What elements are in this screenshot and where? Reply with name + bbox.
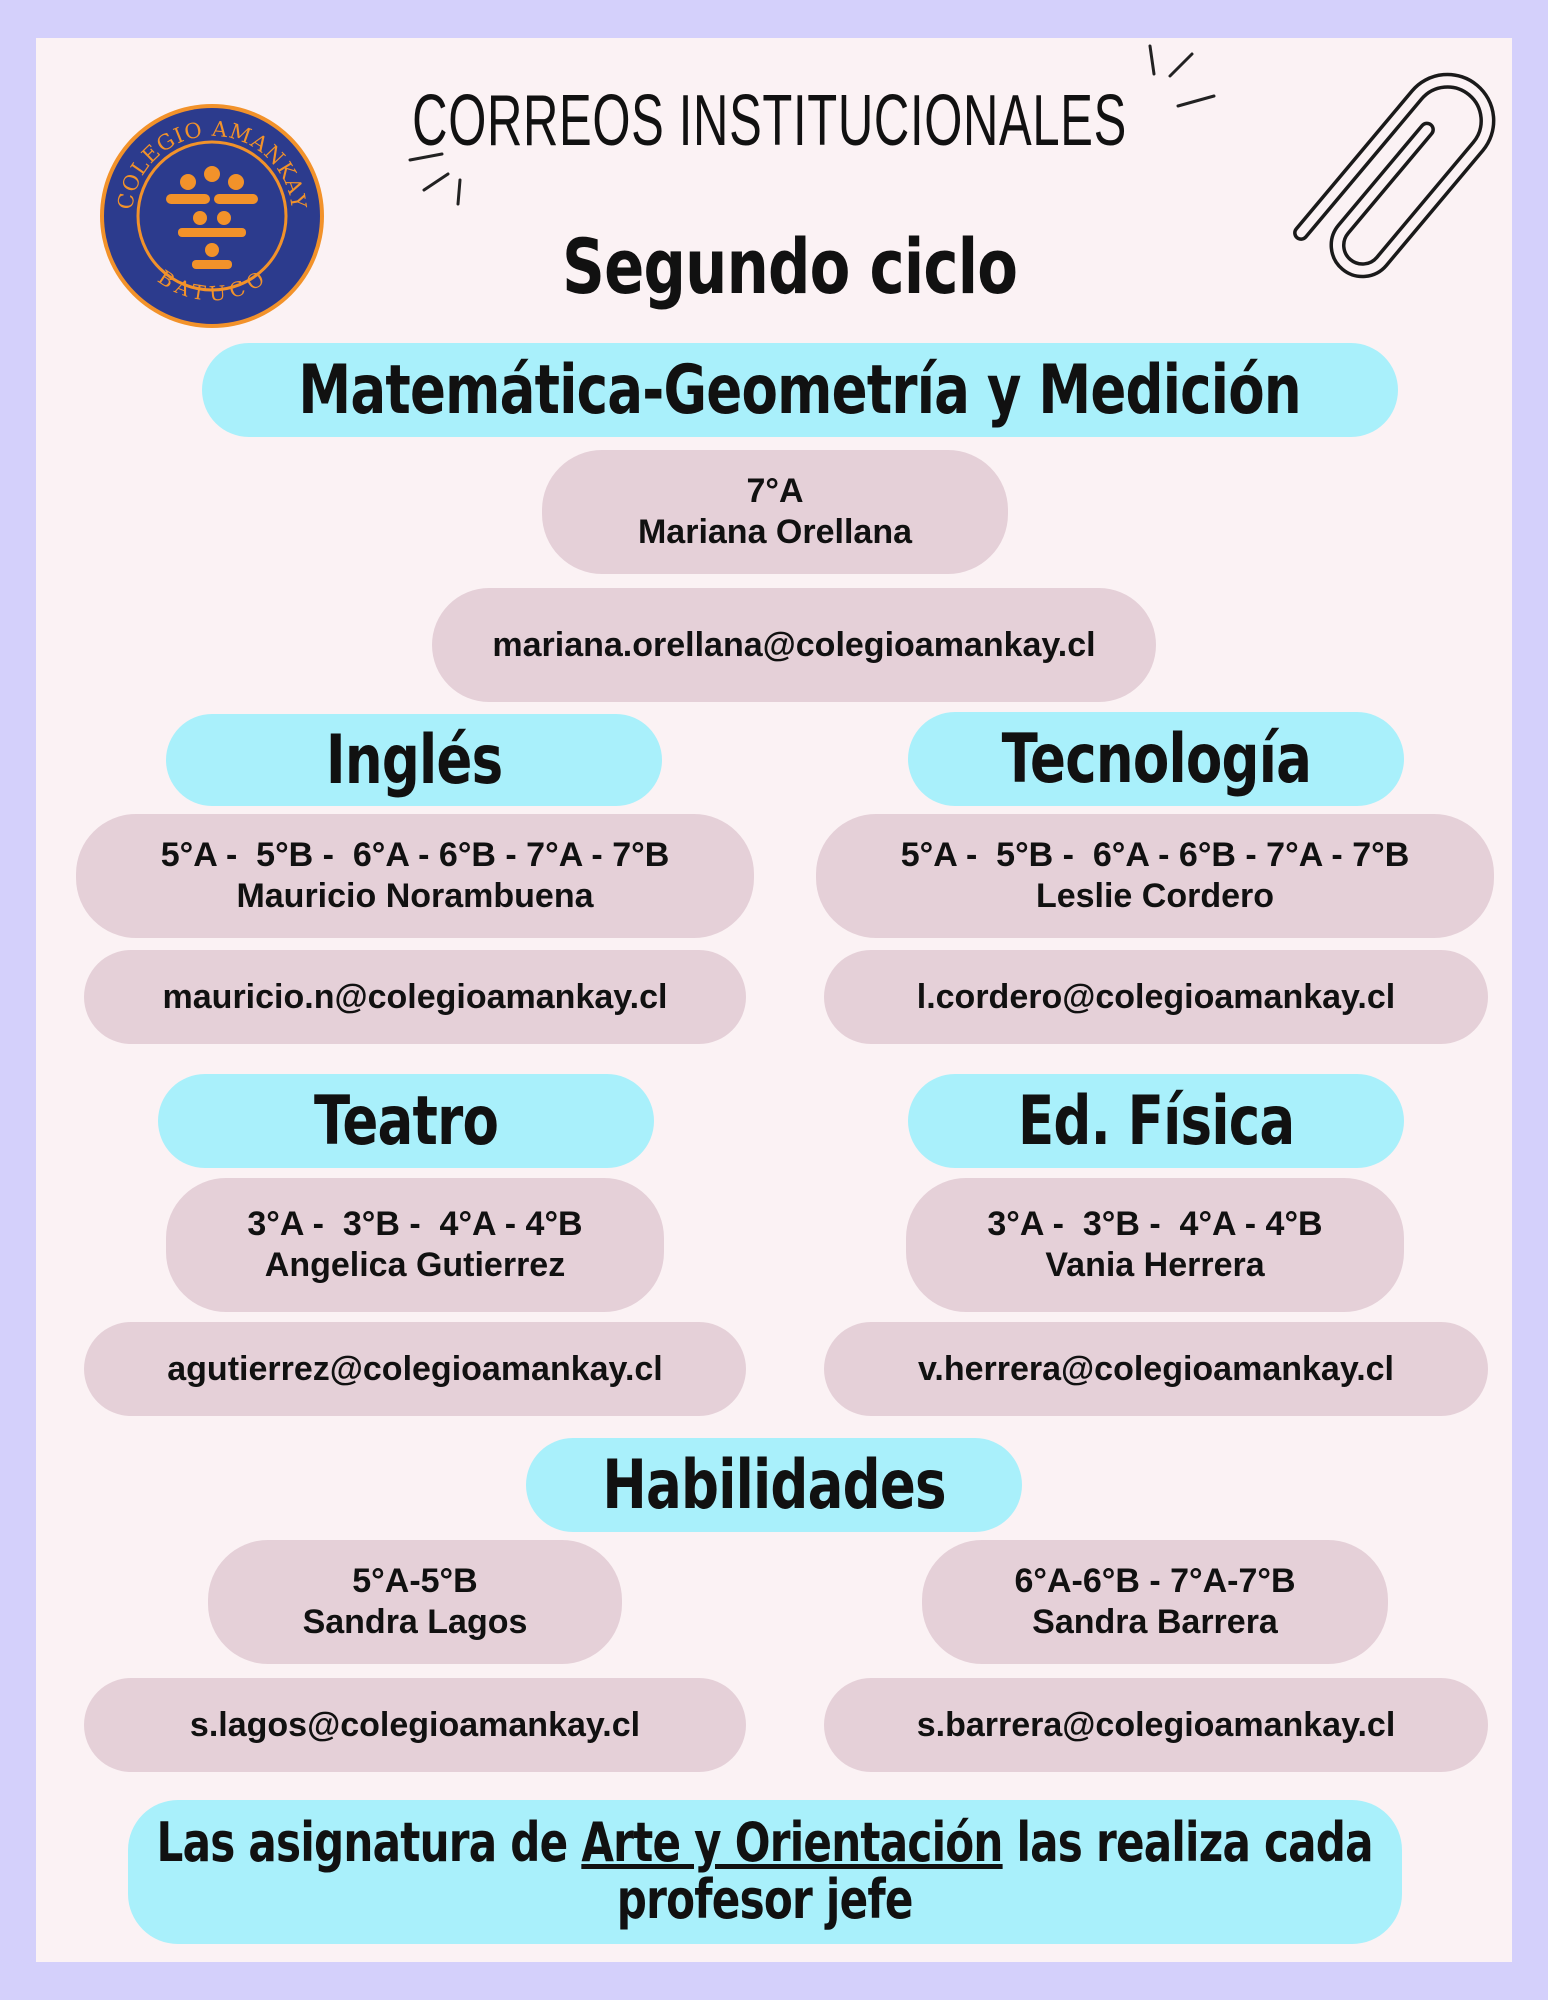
courses-label: 5°A-5°B [352, 1562, 478, 1601]
courses-label: 3°A - 3°B - 4°A - 4°B [987, 1205, 1323, 1244]
teacher-card-teatro [166, 1178, 664, 1312]
subject-title: Inglés [325, 720, 503, 800]
teacher-name: Angelica Gutierrez [264, 1246, 566, 1284]
footer-note [128, 1800, 1402, 1944]
logo-top-text: COLEGIO AMANKAY [113, 116, 311, 212]
email-habilidades-left[interactable] [84, 1678, 746, 1772]
email-address[interactable]: mauricio.n@colegioamankay.cl [162, 977, 668, 1016]
subject-title: Matemática-Geometría y Medición [298, 350, 1302, 430]
footer-line-1 [156, 1811, 1374, 1875]
teacher-card-ingles [76, 814, 754, 938]
subject-edfisica [908, 1074, 1404, 1168]
teacher-card-tecnologia [816, 814, 1494, 938]
teacher-card-edfisica [906, 1178, 1404, 1312]
email-address[interactable]: s.barrera@colegioamankay.cl [916, 1705, 1396, 1744]
email-address[interactable]: s.lagos@colegioamankay.cl [189, 1705, 641, 1744]
footer-line-2: profesor jefe [617, 1868, 913, 1931]
footer-text: Las asignatura de [156, 1811, 582, 1875]
courses-label: 5°A - 5°B - 6°A - 6°B - 7°A - 7°B [160, 836, 670, 875]
subject-ingles [166, 714, 662, 806]
subject-title: Teatro [313, 1081, 499, 1161]
subject-tecnologia [908, 712, 1404, 806]
teacher-name: Mariana Orellana [637, 513, 912, 551]
teacher-name: Mauricio Norambuena [236, 877, 594, 915]
subject-habilidades [526, 1438, 1022, 1532]
courses-label: 7°A [746, 472, 804, 511]
email-ingles[interactable] [84, 950, 746, 1044]
courses-label: 6°A-6°B - 7°A-7°B [1014, 1562, 1296, 1601]
footer-highlight: Arte y Orientación [581, 1811, 1003, 1875]
subject-title: Ed. Física [1017, 1081, 1295, 1161]
email-address[interactable]: agutierrez@colegioamankay.cl [167, 1349, 663, 1388]
email-matematica[interactable] [432, 588, 1156, 702]
email-habilidades-right[interactable] [824, 1678, 1488, 1772]
email-tecnologia[interactable] [824, 950, 1488, 1044]
teacher-card-habilidades-right [922, 1540, 1388, 1664]
subject-title: Tecnología [1001, 719, 1311, 799]
email-address[interactable]: v.herrera@colegioamankay.cl [917, 1349, 1395, 1388]
page-subtitle: Segundo ciclo [562, 221, 1018, 311]
subject-teatro [158, 1074, 654, 1168]
logo-bottom-text: BATUCO [153, 265, 271, 306]
sparkle-lines-icon [1140, 40, 1220, 120]
subject-title: Habilidades [602, 1445, 946, 1525]
teacher-card-matematica [542, 450, 1008, 574]
email-address[interactable]: l.cordero@colegioamankay.cl [916, 977, 1396, 1016]
email-edfisica[interactable] [824, 1322, 1488, 1416]
teacher-name: Vania Herrera [1045, 1246, 1265, 1284]
sparkle-lines-icon [402, 120, 472, 210]
courses-label: 3°A - 3°B - 4°A - 4°B [247, 1205, 583, 1244]
teacher-name: Sandra Lagos [302, 1603, 528, 1641]
paperclip-icon [1286, 52, 1506, 312]
teacher-card-habilidades-left [208, 1540, 622, 1664]
teacher-name: Sandra Barrera [1032, 1603, 1278, 1641]
teacher-name: Leslie Cordero [1035, 877, 1275, 915]
email-address[interactable]: mariana.orellana@colegioamankay.cl [492, 625, 1096, 664]
subject-matematica [202, 343, 1398, 437]
page-title: CORREOS INSTITUCIONALES [412, 81, 1128, 161]
footer-text: las realiza cada [1002, 1811, 1374, 1875]
email-teatro[interactable] [84, 1322, 746, 1416]
courses-label: 5°A - 5°B - 6°A - 6°B - 7°A - 7°B [900, 836, 1410, 875]
school-logo [96, 100, 328, 332]
